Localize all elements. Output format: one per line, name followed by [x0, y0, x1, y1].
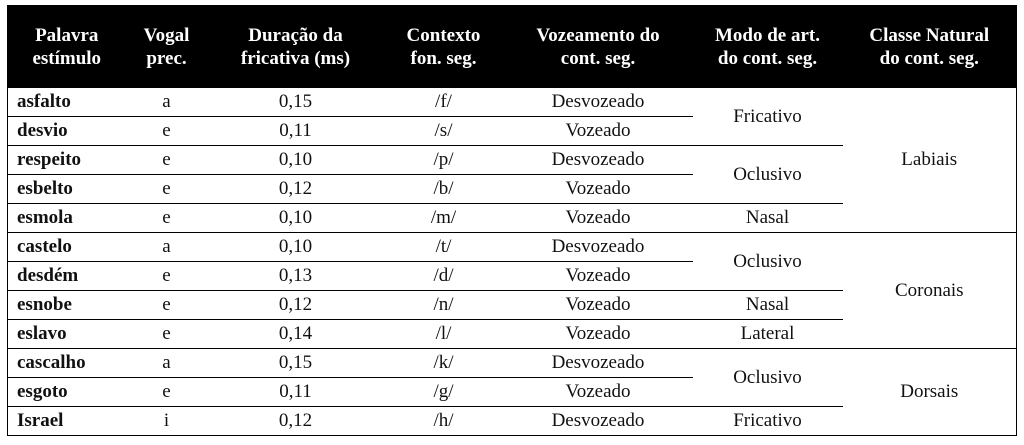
vowel-cell: e	[126, 175, 208, 204]
duration-cell: 0,10	[208, 146, 384, 175]
voicing-cell: Desvozeado	[504, 146, 693, 175]
duration-cell: 0,15	[208, 349, 384, 378]
manner-cell: Oclusivo	[693, 349, 843, 407]
header-duration: Duração da fricativa (ms)	[208, 5, 384, 88]
vowel-cell: a	[162, 91, 171, 113]
vowel-cell: i	[126, 407, 208, 436]
fricative-duration-table	[7, 5, 1017, 436]
context-cell: /n/	[384, 291, 504, 320]
context-cell: /b/	[384, 175, 504, 204]
voicing-cell: Desvozeado	[504, 349, 693, 378]
word-cell: eslavo	[8, 320, 126, 349]
word-cell: esbelto	[8, 175, 126, 204]
manner-cell: Oclusivo	[693, 233, 843, 291]
table-row	[8, 233, 1017, 262]
context-cell: /k/	[384, 349, 504, 378]
class-cell: Labiais	[843, 88, 1017, 233]
word-cell: cascalho	[8, 349, 126, 378]
word-cell: esmola	[8, 204, 126, 233]
duration-cell: 0,15	[278, 91, 313, 113]
vowel-cell: a	[126, 349, 208, 378]
voicing-cell: Desvozeado	[504, 233, 693, 262]
context-cell: /m/	[384, 204, 504, 233]
voicing-cell: Vozeado	[504, 175, 693, 204]
header-class: Classe Natural do cont. seg.	[843, 5, 1017, 88]
vowel-cell: a	[126, 233, 208, 262]
header-row	[8, 5, 1017, 88]
vowel-cell: e	[126, 291, 208, 320]
word-cell: castelo	[8, 233, 126, 262]
table-body	[8, 88, 1017, 436]
word-cell: esnobe	[8, 291, 126, 320]
header-context: Contexto fon. seg.	[384, 5, 504, 88]
duration-cell: 0,13	[208, 262, 384, 291]
class-cell: Coronais	[843, 233, 1017, 349]
context-cell: /t/	[384, 233, 504, 262]
context-cell: /f/	[435, 91, 452, 113]
context-cell: /h/	[384, 407, 504, 436]
header-vowel: Vogal prec.	[126, 5, 208, 88]
voicing-cell: Vozeado	[504, 320, 693, 349]
voicing-cell: Vozeado	[504, 262, 693, 291]
manner-cell: Fricativo	[693, 88, 843, 146]
vowel-cell: e	[126, 146, 208, 175]
voicing-cell: Vozeado	[504, 378, 693, 407]
manner-cell: Oclusivo	[693, 146, 843, 204]
voicing-cell: Vozeado	[504, 204, 693, 233]
context-cell: /l/	[384, 320, 504, 349]
duration-cell: 0,12	[208, 175, 384, 204]
duration-cell: 0,11	[208, 378, 384, 407]
vowel-cell: e	[126, 117, 208, 146]
duration-cell: 0,12	[208, 407, 384, 436]
table-row	[8, 349, 1017, 378]
duration-cell: 0,10	[208, 204, 384, 233]
vowel-cell: e	[126, 378, 208, 407]
table-row	[8, 88, 1017, 117]
voicing-cell: Vozeado	[504, 117, 693, 146]
manner-cell: Nasal	[693, 291, 843, 320]
vowel-cell: e	[126, 204, 208, 233]
manner-cell: Nasal	[693, 204, 843, 233]
context-cell: /s/	[384, 117, 504, 146]
header-voicing: Vozeamento do cont. seg.	[504, 5, 693, 88]
voicing-cell: Desvozeado	[504, 407, 693, 436]
header-word: Palavra estímulo	[8, 5, 126, 88]
header-manner: Modo de art. do cont. seg.	[693, 5, 843, 88]
duration-cell: 0,11	[208, 117, 384, 146]
manner-cell: Fricativo	[733, 410, 802, 432]
word-cell: asfalto	[17, 91, 71, 113]
duration-cell: 0,10	[208, 233, 384, 262]
data-table-container	[7, 5, 1016, 436]
vowel-cell: e	[126, 262, 208, 291]
word-cell: respeito	[8, 146, 126, 175]
class-cell: Dorsais	[900, 381, 959, 403]
context-cell: /p/	[384, 146, 504, 175]
context-cell: /d/	[384, 262, 504, 291]
voicing-cell: Vozeado	[504, 291, 693, 320]
voicing-cell: Desvozeado	[551, 91, 645, 113]
word-cell: desdém	[8, 262, 126, 291]
duration-cell: 0,14	[208, 320, 384, 349]
word-cell: desvio	[8, 117, 126, 146]
word-cell: esgoto	[8, 378, 126, 407]
context-cell: /g/	[384, 378, 504, 407]
word-cell: Israel	[8, 407, 126, 436]
manner-cell: Lateral	[693, 320, 843, 349]
duration-cell: 0,12	[208, 291, 384, 320]
vowel-cell: e	[126, 320, 208, 349]
